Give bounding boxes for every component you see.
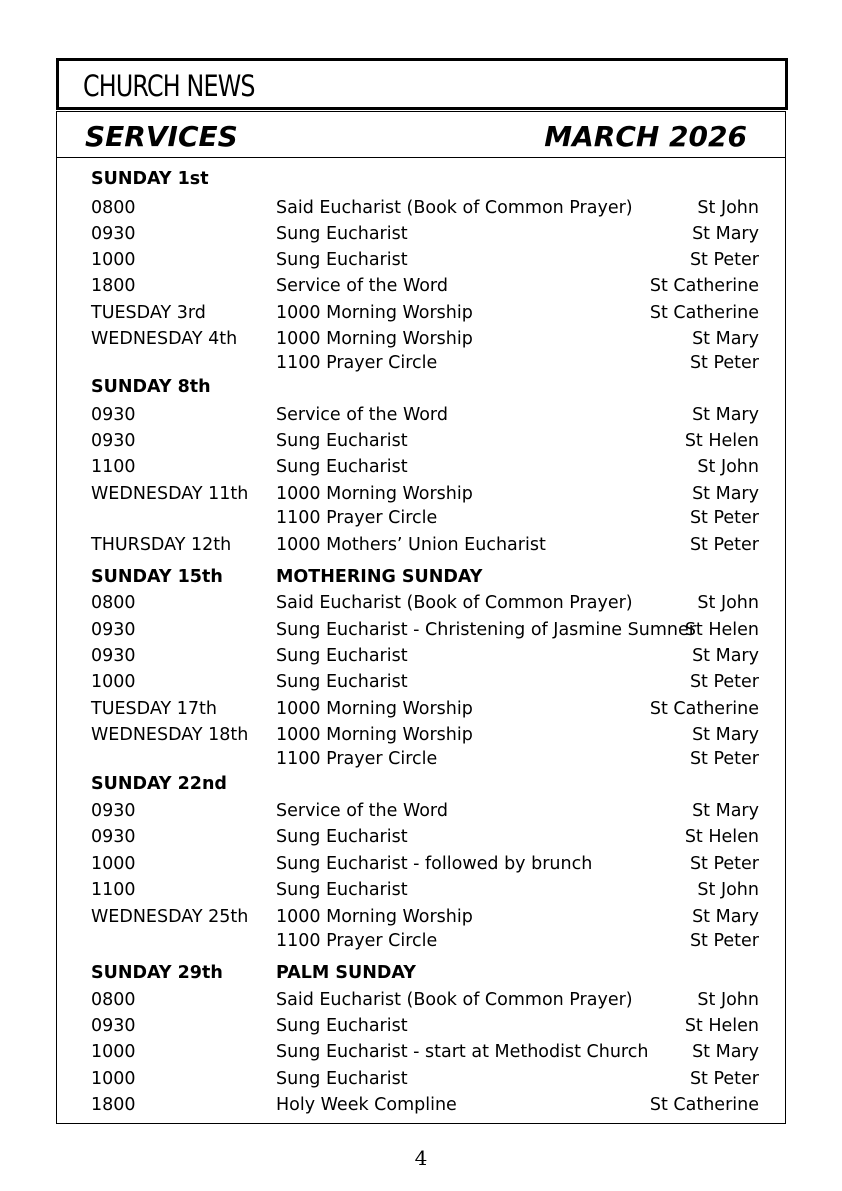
- service-church: St Mary: [692, 224, 759, 244]
- service-church: St Mary: [692, 1042, 759, 1062]
- service-time: WEDNESDAY 11th: [91, 484, 249, 504]
- service-description: Sung Eucharist: [276, 880, 408, 900]
- service-description: Sung Eucharist: [276, 250, 408, 270]
- service-time: WEDNESDAY 25th: [91, 907, 249, 927]
- service-row: [57, 169, 785, 193]
- service-description: 1000 Morning Worship: [276, 699, 473, 719]
- service-description: Sung Eucharist: [276, 224, 408, 244]
- service-church: St Helen: [684, 620, 759, 640]
- service-description: 1000 Morning Worship: [276, 725, 473, 745]
- service-description: Service of the Word: [276, 276, 448, 296]
- service-church: St John: [697, 990, 759, 1010]
- service-time: 0800: [91, 593, 136, 613]
- header-title: CHURCH NEWS: [83, 69, 255, 103]
- service-description: Sung Eucharist: [276, 646, 408, 666]
- service-description: Sung Eucharist: [276, 1069, 408, 1089]
- service-church: St Mary: [692, 484, 759, 504]
- service-row: [57, 303, 785, 327]
- service-row: [57, 699, 785, 723]
- service-description: Sung Eucharist - start at Methodist Church: [276, 1042, 649, 1062]
- service-row: [57, 1069, 785, 1093]
- service-row: [57, 672, 785, 696]
- service-row: [57, 827, 785, 851]
- service-time: 1800: [91, 276, 136, 296]
- service-row: [57, 353, 785, 377]
- service-row: [57, 907, 785, 931]
- service-occasion: PALM SUNDAY: [276, 963, 416, 983]
- service-time: 1800: [91, 1095, 136, 1115]
- service-day-heading: SUNDAY 1st: [91, 169, 209, 189]
- service-row: [57, 749, 785, 773]
- service-church: St Peter: [689, 854, 759, 874]
- service-time: 0800: [91, 990, 136, 1010]
- service-row: [57, 620, 785, 644]
- service-description: Service of the Word: [276, 405, 448, 425]
- service-row: [57, 931, 785, 955]
- service-time: WEDNESDAY 4th: [91, 329, 238, 349]
- service-time: 0930: [91, 620, 136, 640]
- service-time: 0930: [91, 646, 136, 666]
- services-table: [56, 111, 786, 1124]
- service-description: Service of the Word: [276, 801, 448, 821]
- service-time: 1100: [91, 880, 136, 900]
- service-church: St Catherine: [649, 1095, 759, 1115]
- service-row: [57, 198, 785, 222]
- service-row: [57, 854, 785, 878]
- service-description: Sung Eucharist: [276, 1016, 408, 1036]
- service-row: [57, 377, 785, 401]
- service-time: 0930: [91, 405, 136, 425]
- service-church: St Peter: [689, 353, 759, 373]
- service-time: 1000: [91, 672, 136, 692]
- service-day-heading: SUNDAY 29th: [91, 963, 223, 983]
- service-church: St Mary: [692, 329, 759, 349]
- service-time: 0930: [91, 827, 136, 847]
- service-row: [57, 484, 785, 508]
- services-heading-bar: [57, 112, 785, 158]
- service-church: St Peter: [689, 1069, 759, 1089]
- service-description: Said Eucharist (Book of Common Prayer): [276, 990, 633, 1010]
- service-church: St Catherine: [649, 303, 759, 323]
- service-row: [57, 276, 785, 300]
- service-description: 1100 Prayer Circle: [276, 931, 438, 951]
- service-church: St John: [697, 593, 759, 613]
- service-day-heading: SUNDAY 22nd: [91, 774, 227, 794]
- service-description: 1000 Mothers’ Union Eucharist: [276, 535, 546, 555]
- service-description: 1100 Prayer Circle: [276, 508, 438, 528]
- service-description: Sung Eucharist: [276, 827, 408, 847]
- service-row: [57, 725, 785, 749]
- service-description: 1000 Morning Worship: [276, 907, 473, 927]
- service-row: [57, 431, 785, 455]
- service-church: St Peter: [689, 508, 759, 528]
- service-day-heading: SUNDAY 8th: [91, 377, 211, 397]
- service-church: St Mary: [692, 725, 759, 745]
- service-church: St Mary: [692, 646, 759, 666]
- service-church: St Mary: [692, 907, 759, 927]
- service-row: [57, 535, 785, 559]
- service-church: St Helen: [684, 431, 759, 451]
- church-news-header: [56, 58, 788, 110]
- service-church: St Peter: [689, 250, 759, 270]
- service-description: Holy Week Compline: [276, 1095, 457, 1115]
- service-row: [57, 250, 785, 274]
- service-row: [57, 508, 785, 532]
- service-church: St Peter: [689, 749, 759, 769]
- service-time: 1000: [91, 1042, 136, 1062]
- service-church: St John: [697, 198, 759, 218]
- service-time: 1100: [91, 457, 136, 477]
- service-church: St Mary: [692, 801, 759, 821]
- service-description: 1100 Prayer Circle: [276, 353, 438, 373]
- service-time: 0800: [91, 198, 136, 218]
- service-row: [57, 880, 785, 904]
- service-occasion: MOTHERING SUNDAY: [276, 567, 483, 587]
- service-church: St Mary: [692, 405, 759, 425]
- service-row: [57, 593, 785, 617]
- service-time: THURSDAY 12th: [91, 535, 232, 555]
- service-description: Sung Eucharist: [276, 431, 408, 451]
- service-description: 1100 Prayer Circle: [276, 749, 438, 769]
- service-row: [57, 963, 785, 987]
- page-number: 4: [414, 1146, 428, 1170]
- service-description: 1000 Morning Worship: [276, 329, 473, 349]
- service-church: St Peter: [689, 931, 759, 951]
- service-church: St Helen: [684, 827, 759, 847]
- service-church: St Peter: [689, 672, 759, 692]
- service-description: Sung Eucharist: [276, 457, 408, 477]
- service-row: [57, 224, 785, 248]
- service-row: [57, 405, 785, 429]
- month-heading: MARCH 2026: [544, 120, 747, 153]
- service-time: 1000: [91, 250, 136, 270]
- service-row: [57, 774, 785, 798]
- service-day-heading: SUNDAY 15th: [91, 567, 223, 587]
- service-description: 1000 Morning Worship: [276, 484, 473, 504]
- service-row: [57, 801, 785, 825]
- service-row: [57, 990, 785, 1014]
- service-description: Sung Eucharist - Christening of Jasmine Sumner: [276, 620, 696, 640]
- service-church: St Catherine: [649, 699, 759, 719]
- service-time: 0930: [91, 1016, 136, 1036]
- service-row: [57, 457, 785, 481]
- service-description: Sung Eucharist - followed by brunch: [276, 854, 593, 874]
- service-row: [57, 1042, 785, 1066]
- service-time: 1000: [91, 1069, 136, 1089]
- service-time: WEDNESDAY 18th: [91, 725, 249, 745]
- service-description: Said Eucharist (Book of Common Prayer): [276, 593, 633, 613]
- service-time: TUESDAY 17th: [91, 699, 217, 719]
- service-row: [57, 646, 785, 670]
- service-time: 0930: [91, 801, 136, 821]
- service-church: St John: [697, 880, 759, 900]
- service-time: 0930: [91, 224, 136, 244]
- service-church: St Helen: [684, 1016, 759, 1036]
- service-church: St Catherine: [649, 276, 759, 296]
- service-church: St John: [697, 457, 759, 477]
- service-description: Sung Eucharist: [276, 672, 408, 692]
- service-row: [57, 1016, 785, 1040]
- service-church: St Peter: [689, 535, 759, 555]
- services-heading: SERVICES: [85, 120, 238, 153]
- service-row: [57, 1095, 785, 1119]
- service-time: 0930: [91, 431, 136, 451]
- service-description: Said Eucharist (Book of Common Prayer): [276, 198, 633, 218]
- service-description: 1000 Morning Worship: [276, 303, 473, 323]
- service-time: 1000: [91, 854, 136, 874]
- service-row: [57, 567, 785, 591]
- service-time: TUESDAY 3rd: [91, 303, 206, 323]
- service-row: [57, 329, 785, 353]
